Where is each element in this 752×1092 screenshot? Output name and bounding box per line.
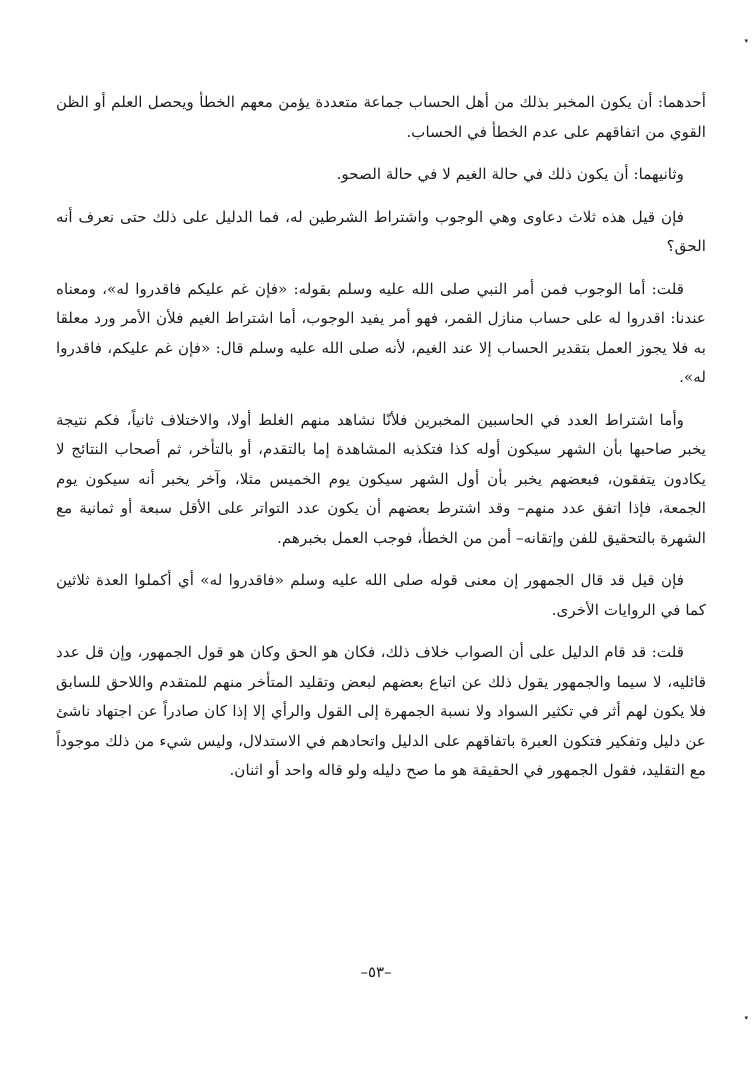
paragraph-obligation-answer: قلت: أما الوجوب فمن أمر النبي صلى الله عليه وسلم بقوله: «فإن غم عليكم فاقدروا له»، ومعناه عندنا: اقدروا له على حساب منازل القمر، فهو أمر يفيد الوجوب، أما اشتراط الغيم فلأن الأمر ورد معلقا به فلا يجوز العمل بتقدير الحساب إلا عند الغيم، لأنه صلى الله عليه وسلم قال: «فإن غم عليكم، فاقدروا له». bbox=[56, 279, 706, 386]
paragraph-majority-answer: قلت: قد قام الدليل على أن الصواب خلاف ذلك، فكان هو الحق وكان هو قول الجمهور، وإن قل عدد قائليه، لا سيما والجمهور يقول ذلك عن اتباع بعضهم لبعض وتقليد المتأخر منهم للمتقدم واللاحق للسابق فلا يكون لهم أثر في تكثير السواد ولا نسبة الجمهرة إلى القول والرأي إلا إذا كان صادراً عن اجتهاد ناشئ عن دليل وتفكير فتكون العبرة باتفاقهم على الدليل واتحادهم في الاستدلال، وليس شيء من ذلك موجوداً مع التقليد، فقول الجمهور في الحقيقة هو ما صح دليله ولو قاله واحد أو اثنان. bbox=[56, 643, 706, 779]
paragraph-first-condition: أحدهما: أن يكون المخبر بذلك من أهل الحساب جماعة متعددة يؤمن معهم الخطأ ويحصل العلم أو الظن القوي من اتفاقهم على عدم الخطأ في الحساب. bbox=[56, 93, 706, 141]
paragraph-objection-question: فإن قيل هذه ثلاث دعاوى وهي الوجوب واشتراط الشرطين له، فما الدليل على ذلك حتى نعرف أنه الحق؟ bbox=[56, 207, 706, 255]
paragraph-majority-objection: فإن قيل قد قال الجمهور إن معنى قوله صلى الله عليه وسلم «فاقدروا له» أي أكملوا العدة ثلاثين كما في الروايات الأخرى. bbox=[56, 571, 706, 619]
paragraph-number-condition: وأما اشتراط العدد في الحاسبين المخبرين فلأنّا نشاهد منهم الغلط أولا، والاختلاف ثانياً، فكم نتيجة يخبر صاحبها بأن الشهر سيكون أوله كذا فتكذبه المشاهدة إما بالتقدم، أو بالتأخر، ثم أصحاب النتائج لا يكادون يتفقون، فبعضهم يخبر بأن أول الشهر سيكون يوم الخميس مثلا، وآخر يخبر أنه سيكون يوم الجمعة، فإذا اتفق عدد منهم– وقد اشترط بعضهم أن يكون عدد التواتر على الأقل سبعة أو ثمانية مع الشهرة بالتحقيق للفن وإتقانه– أمن من الخطأ، فوجب العمل بخبرهم. bbox=[56, 410, 706, 547]
page-edge-mark-bottom: ▾ bbox=[744, 1014, 748, 1022]
page-number: –٥٣– bbox=[360, 963, 392, 981]
document-page bbox=[56, 88, 706, 799]
paragraph-second-condition: وثانيهما: أن يكون ذلك في حالة الغيم لا في حالة الصحو. bbox=[336, 165, 684, 183]
page-edge-mark-top: ▾ bbox=[744, 37, 748, 45]
